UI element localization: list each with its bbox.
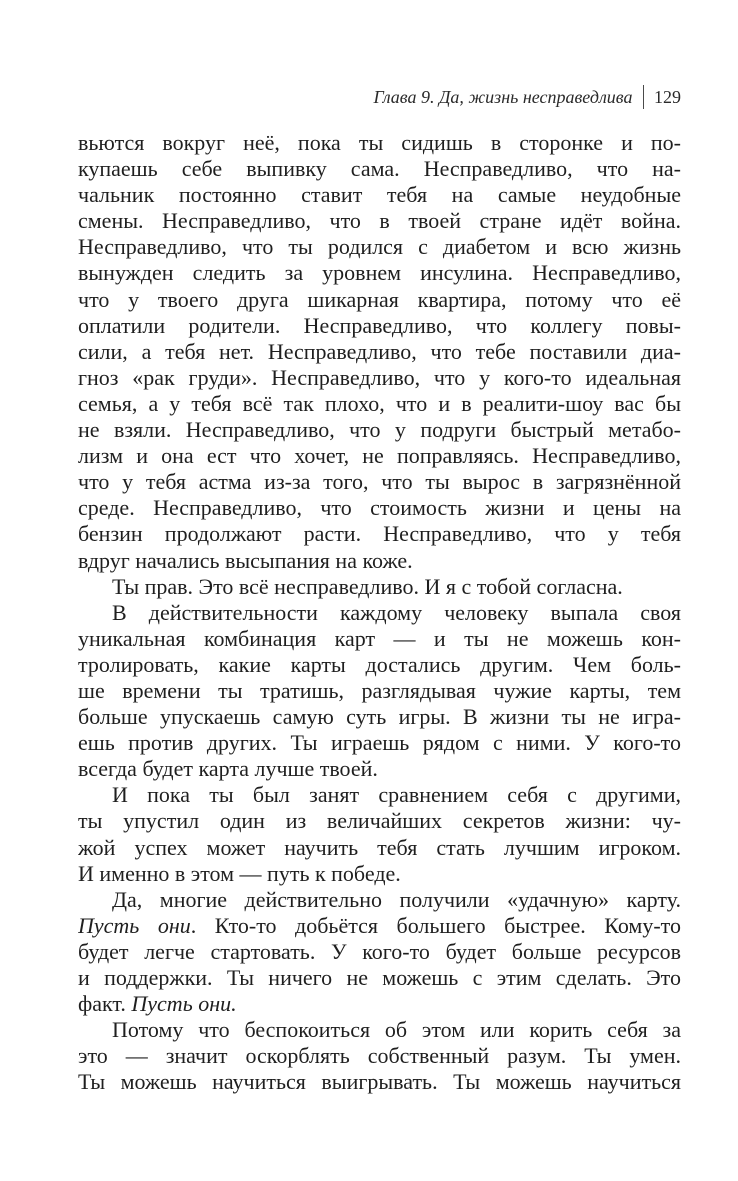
text-line: бензин продолжают расти. Несправедливо, что у тебя bbox=[78, 521, 681, 547]
text-line: всегда будет карта лучше твоей. bbox=[78, 756, 378, 782]
text-line: больше упускаешь самую суть игры. В жизни ты не игра- bbox=[78, 704, 681, 730]
text-line: что у твоего друга шикарная квартира, потому что её bbox=[78, 286, 681, 312]
paragraph bbox=[78, 782, 681, 886]
text-line: жой успех может научить тебя стать лучшим игроком. bbox=[78, 834, 681, 860]
paragraph bbox=[78, 130, 681, 574]
text-line: И пока ты был занят сравнением себя с другими, bbox=[112, 782, 681, 808]
chapter-title: Глава 9. Да, жизнь несправедлива bbox=[373, 87, 633, 107]
text-line: будет легче стартовать. У кого-то будет больше ресурсов bbox=[78, 938, 681, 964]
running-head bbox=[373, 84, 681, 110]
text-line: купаешь себе выпивку сама. Несправедливо, что на- bbox=[78, 156, 681, 182]
text-line: лизм и она ест что хочет, не поправляясь. Несправедливо, bbox=[78, 443, 681, 469]
text-line: тролировать, какие карты достались другим. Чем боль- bbox=[78, 651, 681, 677]
text-line: вдруг начались высыпания на коже. bbox=[78, 547, 413, 573]
text-line: что у тебя астма из-за того, что ты вырос в загрязнённой bbox=[78, 469, 681, 495]
text-line: Ты прав. Это всё несправедливо. И я с тобой согласна. bbox=[112, 573, 623, 599]
text-line: вынужден следить за уровнем инсулина. Несправедливо, bbox=[78, 260, 681, 286]
text-line: В действительности каждому человеку выпала своя bbox=[112, 599, 681, 625]
text-line: Несправедливо, что ты родился с диабетом и всю жизнь bbox=[78, 234, 681, 260]
text-line: ты упустил один из величайших секретов жизни: чу- bbox=[78, 808, 681, 834]
text-line: семья, а у тебя всё так плохо, что и в реалити-шоу вас бы bbox=[78, 390, 681, 416]
text-line: оплатили родители. Несправедливо, что коллегу повы- bbox=[78, 312, 681, 338]
paragraph bbox=[78, 600, 681, 783]
text-line: Да, многие действительно получили «удачную» карту. bbox=[112, 886, 681, 912]
paragraph bbox=[78, 1017, 681, 1095]
text-line: Ты можешь научиться выигрывать. Ты можешь научиться bbox=[78, 1069, 681, 1095]
text-line: уникальная комбинация карт — и ты не можешь кон- bbox=[78, 625, 681, 651]
text-line: вьются вокруг неё, пока ты сидишь в сторонке и по- bbox=[78, 130, 681, 155]
text-line: И именно в этом — путь к победе. bbox=[78, 860, 401, 886]
page-text bbox=[78, 130, 681, 1095]
header-separator bbox=[643, 85, 645, 109]
text-line: и поддержки. Ты ничего не можешь с этим сделать. Это bbox=[78, 965, 681, 990]
text-line: гноз «рак груди». Несправедливо, что у кого-то идеальная bbox=[78, 364, 681, 390]
text-line: среде. Несправедливо, что стоимость жизни и цены на bbox=[78, 495, 681, 521]
text-line: Пусть они. Кто-то добьётся большего быстрее. Кому-то bbox=[78, 912, 681, 938]
text-line: чальник постоянно ставит тебя на самые неудобные bbox=[78, 182, 681, 208]
text-line: факт. Пусть они. bbox=[78, 991, 237, 1017]
text-line: это — значит оскорблять собственный разум. Ты умен. bbox=[78, 1043, 681, 1069]
page-number: 129 bbox=[654, 87, 681, 107]
text-line: ше времени ты тратишь, разглядывая чужие карты, тем bbox=[78, 677, 681, 703]
text-line: сили, а тебя нет. Несправедливо, что тебе поставили диа- bbox=[78, 338, 681, 364]
paragraph bbox=[78, 574, 681, 600]
paragraph bbox=[78, 887, 681, 1017]
text-line: ешь против других. Ты играешь рядом с ними. У кого-то bbox=[78, 730, 681, 756]
text-line: смены. Несправедливо, что в твоей стране идёт война. bbox=[78, 208, 681, 234]
text-line: не взяли. Несправедливо, что у подруги быстрый метабо- bbox=[78, 417, 681, 443]
text-line: Потому что беспокоиться об этом или корить себя за bbox=[112, 1017, 681, 1043]
